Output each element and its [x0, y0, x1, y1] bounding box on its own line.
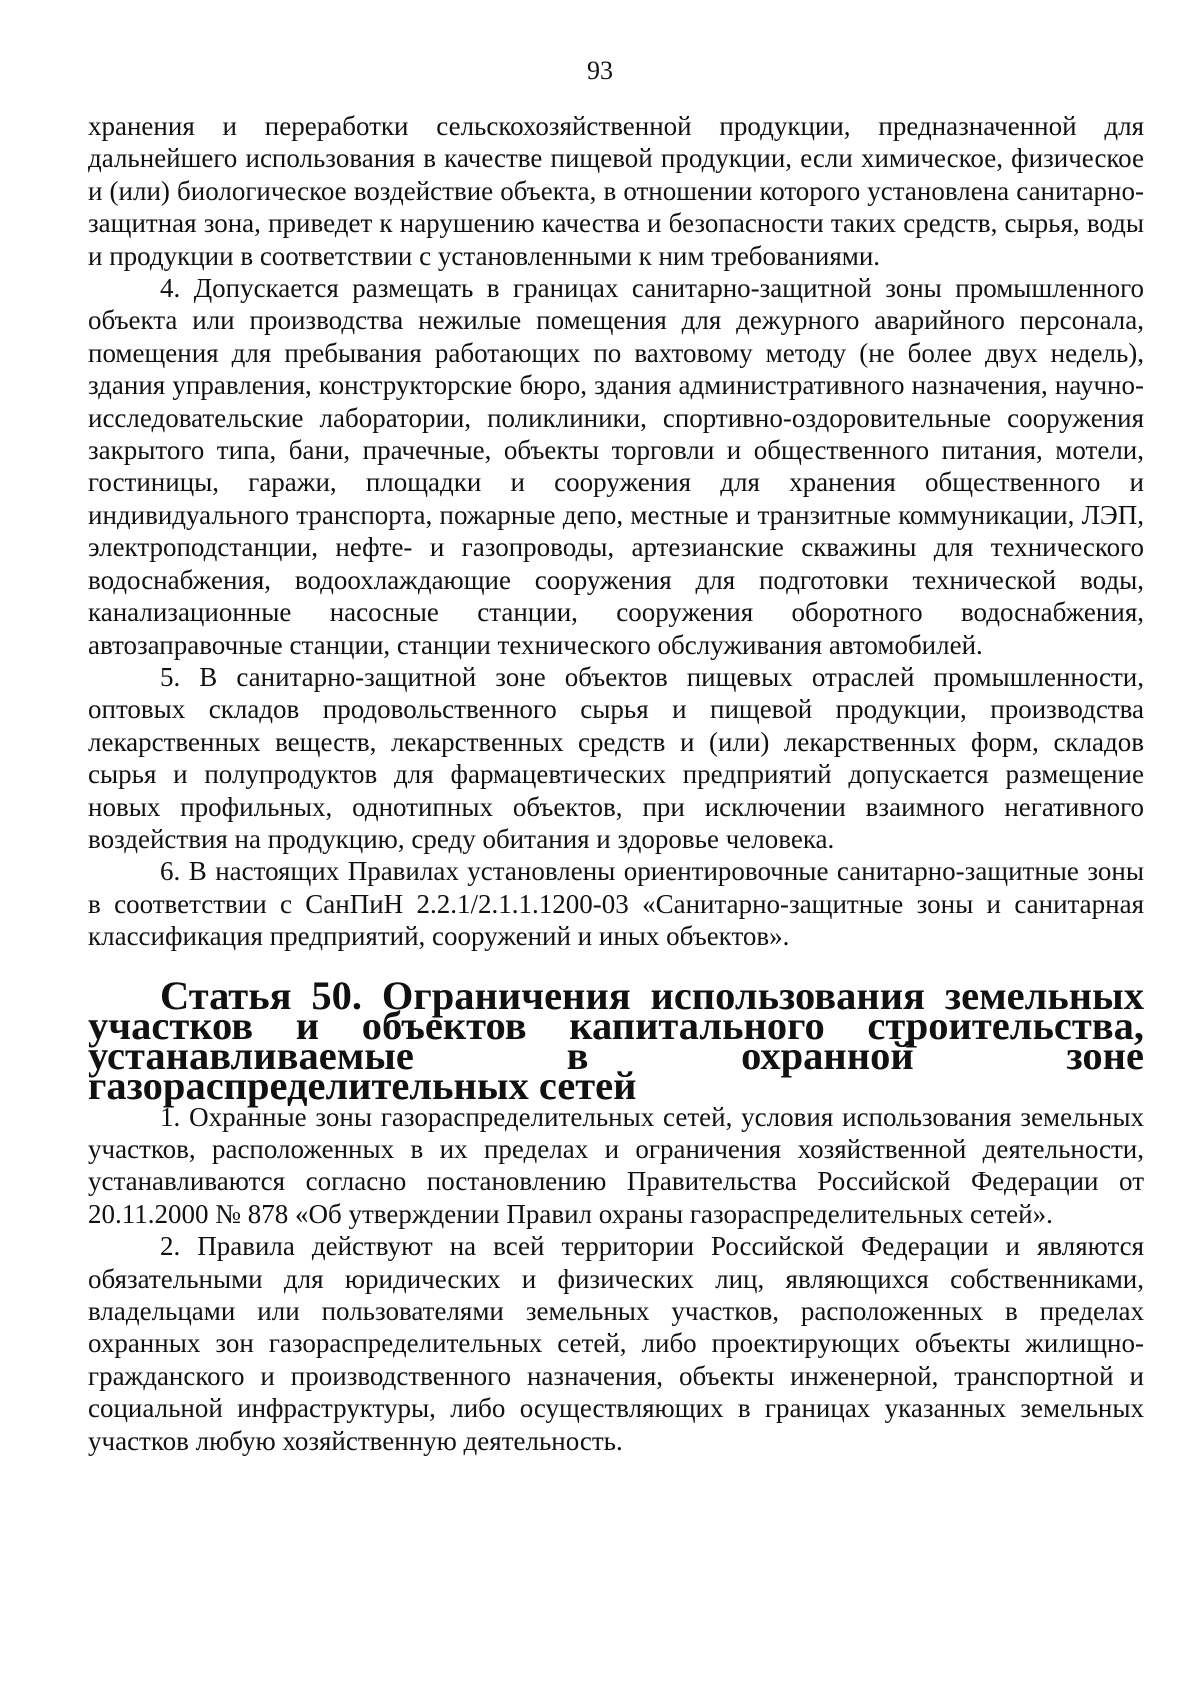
page-number: 93 [587, 56, 613, 85]
paragraph-continuation: хранения и переработки сельскохозяйственной продукции, предназначенной для дальнейшего использования в качестве пищевой продукции, если химическое, физическое и (или) биологическое воздействие объекта, в отношении которого установлена санитарно-защитная зона, приведет к нарушению качества и безопасности таких средств, сырья, воды и продукции в соответствии с установленными к ним требованиями. [88, 111, 1144, 271]
paragraph-item-4: 4. Допускается размещать в границах санитарно-защитной зоны промышленного объекта или производства нежилые помещения для дежурного аварийного персонала, помещения для пребывания работающих по вахтовому методу (не более двух недель), здания управления, конструкторские бюро, здания административного назначения, научно-исследовательские лаборатории, поликлиники, спортивно-оздоровительные сооружения закрытого типа, бани, прачечные, объекты торговли и общественного питания, мотели, гостиницы, гаражи, площадки и сооружения для хранения общественного и индивидуального транспорта, пожарные депо, местные и транзитные коммуникации, ЛЭП, электроподстанции, нефте- и газопроводы, артезианские скважины для технического водоснабжения, водоохлаждающие сооружения для подготовки технической воды, канализационные насосные станции, сооружения оборотного водоснабжения, автозаправочные станции, станции технического обслуживания автомобилей. [88, 273, 1144, 660]
paragraph-item-5: 5. В санитарно-защитной зоне объектов пищевых отраслей промышленности, оптовых складов продовольственного сырья и пищевой продукции, производства лекарственных веществ, лекарственных средств и (или) лекарственных форм, складов сырья и полупродуктов для фармацевтических предприятий допускается размещение новых профильных, однотипных объектов, при исключении взаимного негативного воздействия на продукцию, среду обитания и здоровье человека. [88, 661, 1144, 854]
paragraph-item-6: 6. В настоящих Правилах установлены ориентировочные санитарно-защитные зоны в соответствии с СанПиН 2.2.1/2.1.1.1200-03 «Санитарно-защитные зоны и санитарная классификация предприятий, сооружений и иных объектов». [88, 856, 1144, 952]
article-50-paragraph-1: 1. Охранные зоны газораспределительных сетей, условия использования земельных участков, расположенных в их пределах и ограничения хозяйственной деятельности, устанавливаются согласно постановлению Правительства Российской Федерации от 20.11.2000 № 878 «Об утверждении Правил охраны газораспределительных сетей». [88, 1101, 1144, 1229]
article-50-heading: Статья 50. Ограничения использования земельных участков и объектов капитального строительства, устанавливаемые в охранной зоне газораспределительных сетей [88, 972, 1144, 1108]
document-body [88, 110, 1144, 1457]
article-50-paragraph-2: 2. Правила действуют на всей территории Российской Федерации и являются обязательными для юридических и физических лиц, являющихся собственниками, владельцами или пользователями земельных участков, расположенных в пределах охранных зон газораспределительных сетей, либо проектирующих объекты жилищно-гражданского и производственного назначения, объекты инженерной, транспортной и социальной инфраструктуры, либо осуществляющих в границах указанных земельных участков любую хозяйственную деятельность. [88, 1231, 1144, 1456]
